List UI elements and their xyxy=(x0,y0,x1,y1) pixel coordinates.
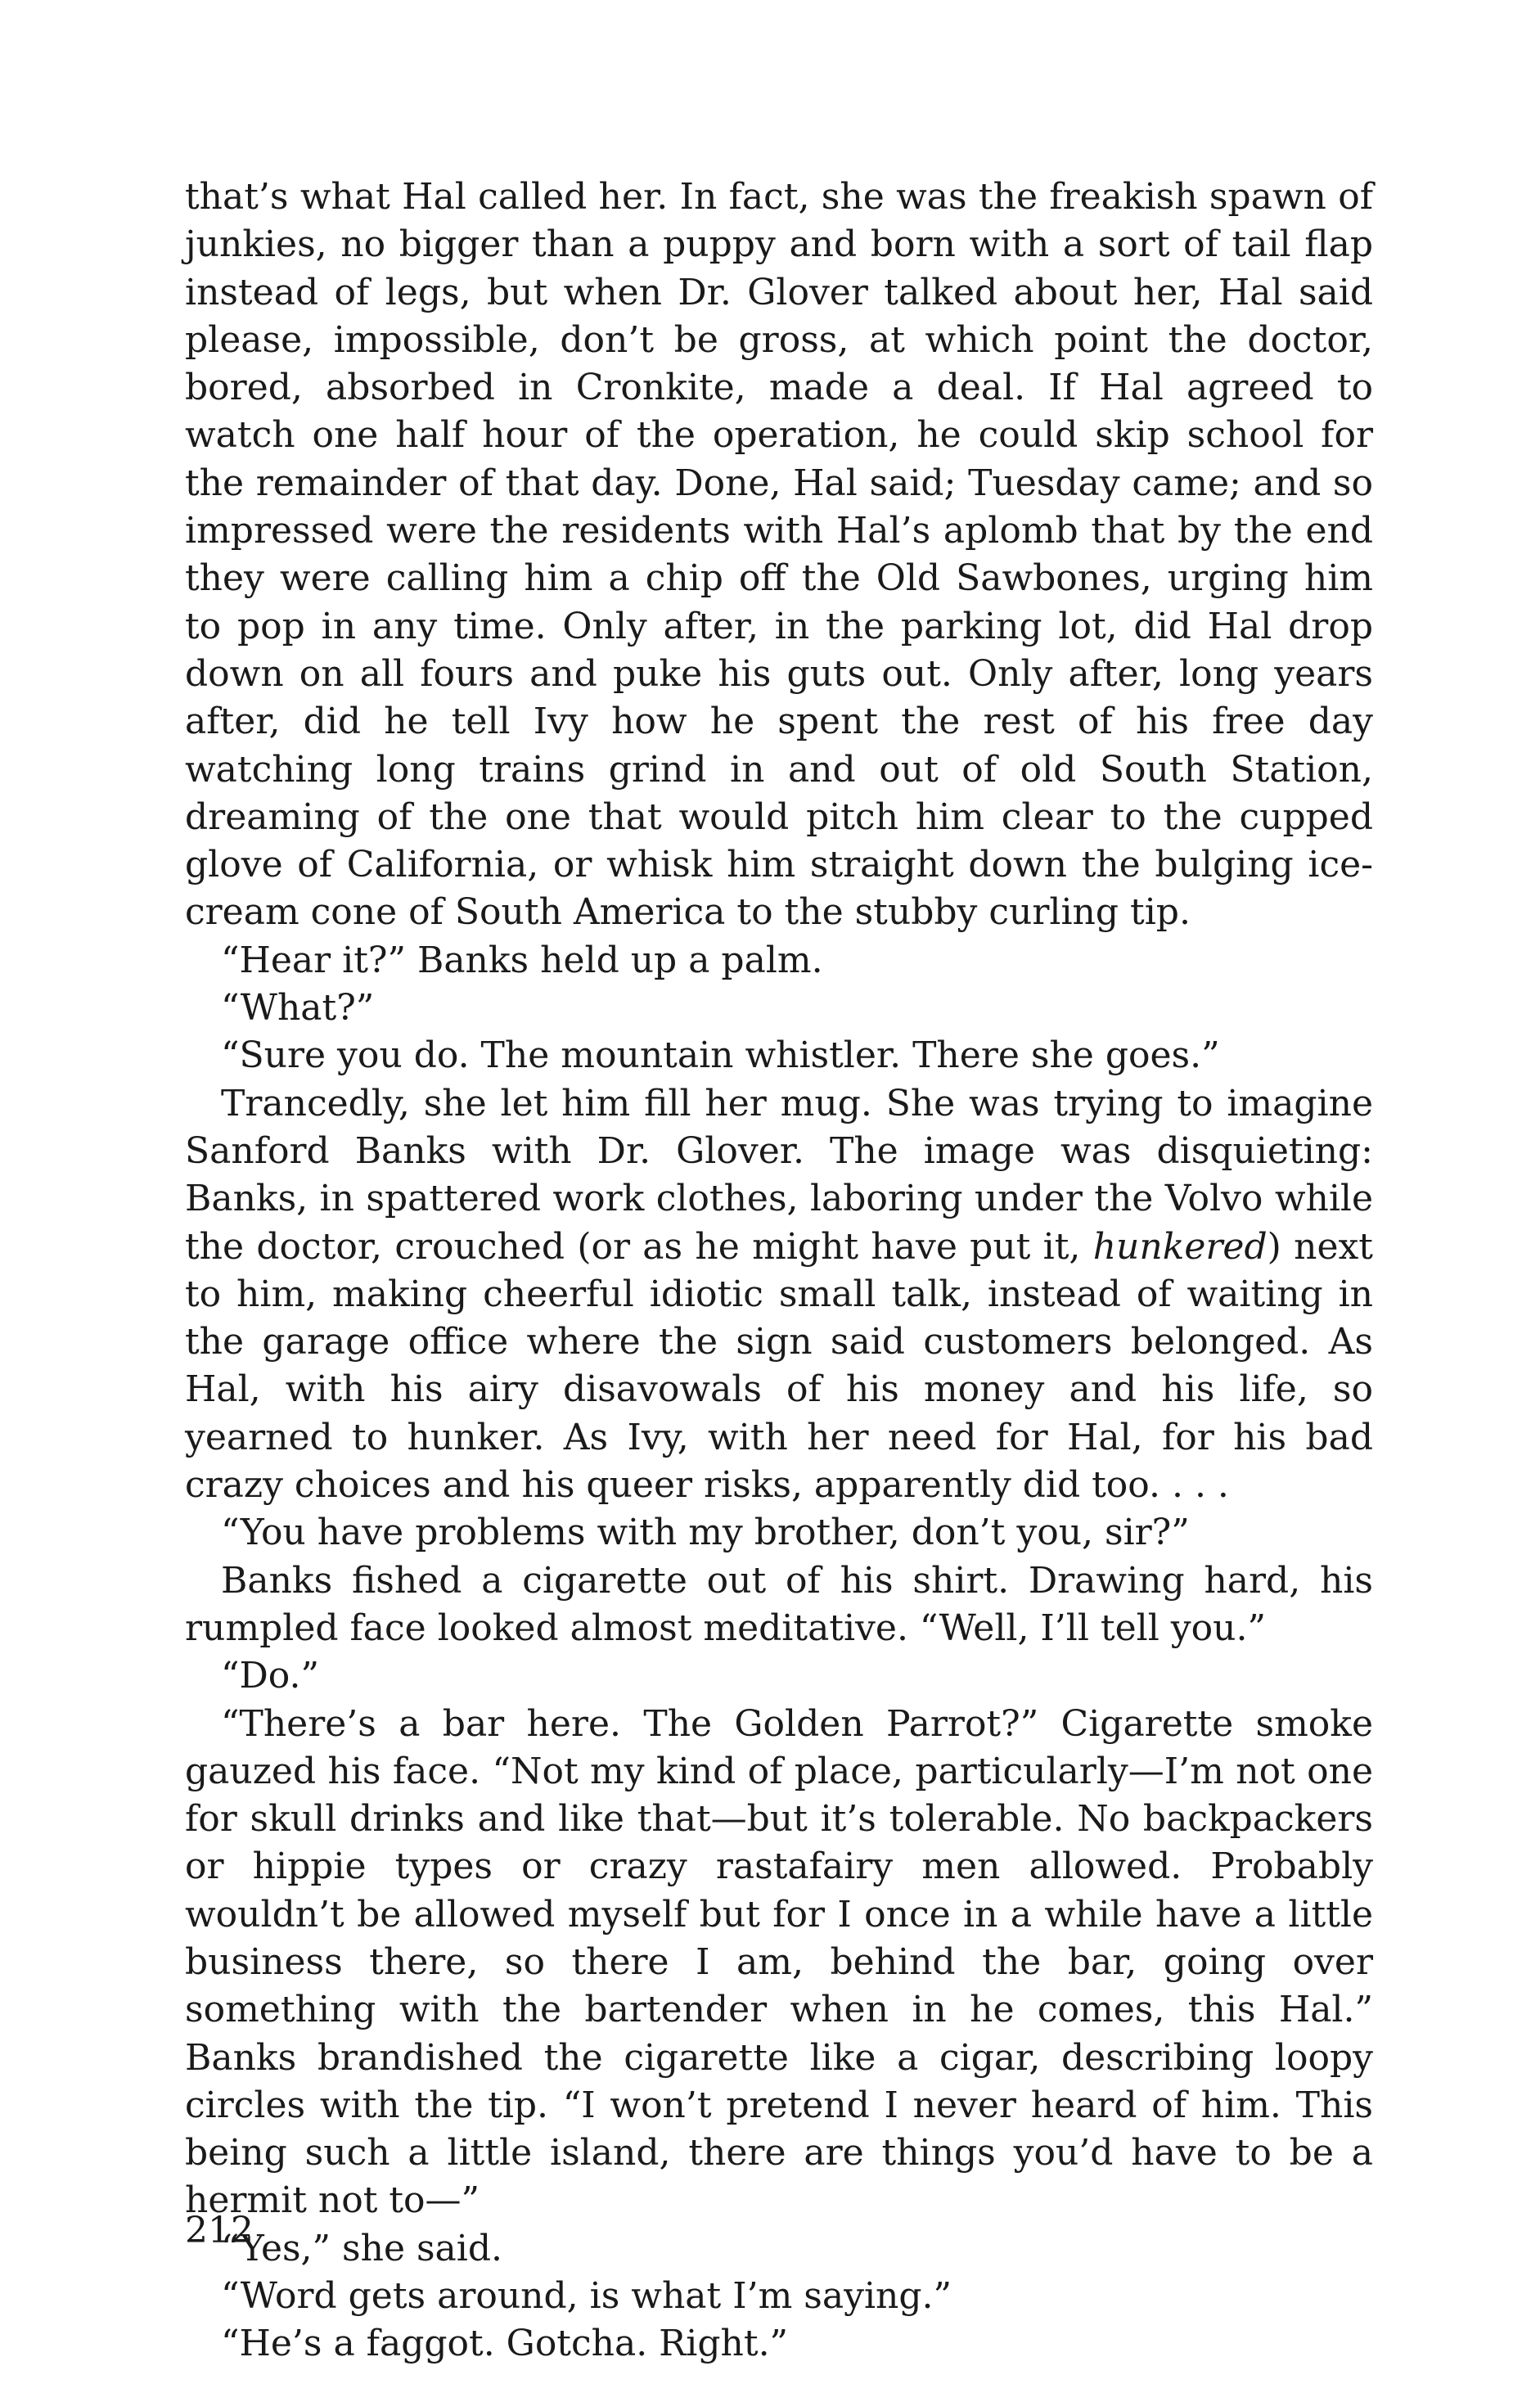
paragraph-5: Trancedly, she let him fill her mug. She was trying to imagine Sanford Banks with Dr. Glover. The image was disquieting: Banks, in spattered work clothes, laboring under the Volvo while the doctor, crouched (or as he might have put it, hunkered) next to him, making cheerful idiotic small talk, instead of waiting in the garage office where the sign said customers belonged. As Hal, with his airy disavowals of his money and his life, so yearned to hunker. As Ivy, with her need for Hal, for his bad crazy choices and his queer risks, apparently did too. . . . xyxy=(185,1082,1373,1507)
paragraph-11: “Word gets around, is what I’m saying.” xyxy=(221,2275,952,2318)
paragraph-9: “There’s a bar here. The Golden Parrot?” Cigarette smoke gauzed his face. “Not my kind of place, particularly—I’m not one for skull drinks and like that—but it’s tolerable. No backpackers or hippie types or crazy rastafairy men allowed. Probably wouldn’t be allowed myself but for I once in a while have a little business there, so there I am, behind the bar, going over something with the bartender when in he comes, this Hal.” Banks brandished the cigarette like a cigar, describing loopy circles with the tip. “I won’t pretend I never heard of him. This being such a little island, there are things you’d have to be a hermit not to—” xyxy=(185,1702,1373,2222)
paragraph-3: “What?” xyxy=(221,987,375,1030)
page-body xyxy=(185,174,1373,2368)
paragraph-4: “Sure you do. The mountain whistler. There she goes.” xyxy=(221,1034,1220,1077)
paragraph-6: “You have problems with my brother, don’t you, sir?” xyxy=(221,1512,1190,1554)
italic-word: hunkered xyxy=(1092,1225,1268,1268)
paragraph-7: Banks fished a cigarette out of his shirt. Drawing hard, his rumpled face looked almost meditative. “Well, I’ll tell you.” xyxy=(185,1559,1373,1649)
paragraph-8: “Do.” xyxy=(221,1655,319,1697)
paragraph-2: “Hear it?” Banks held up a palm. xyxy=(221,939,823,981)
page-number: 212 xyxy=(185,2210,254,2251)
paragraph-12: “He’s a faggot. Gotcha. Right.” xyxy=(221,2323,789,2365)
paragraph-1: that’s what Hal called her. In fact, she was the freakish spawn of junkies, no bigger than a puppy and born with a sort of tail flap instead of legs, but when Dr. Glover talked about her, Hal said please, impossible, don’t be gross, at which point the doctor, bored, absorbed in Cronkite, made a deal. If Hal agreed to watch one half hour of the operation, he could skip school for the remainder of that day. Done, Hal said; Tuesday came; and so impressed were the residents with Hal’s aplomb that by the end they were calling him a chip off the Old Sawbones, urging him to pop in any time. Only after, in the parking lot, did Hal drop down on all fours and puke his guts out. Only after, long years after, did he tell Ivy how he spent the rest of his free day watching long trains grind in and out of old South Station, dreaming of the one that would pitch him clear to the cupped glove of California, or whisk him straight down the bulging ice-cream cone of South America to the stubby curling tip. xyxy=(185,176,1373,934)
paragraph-10: “Yes,” she said. xyxy=(221,2227,503,2269)
